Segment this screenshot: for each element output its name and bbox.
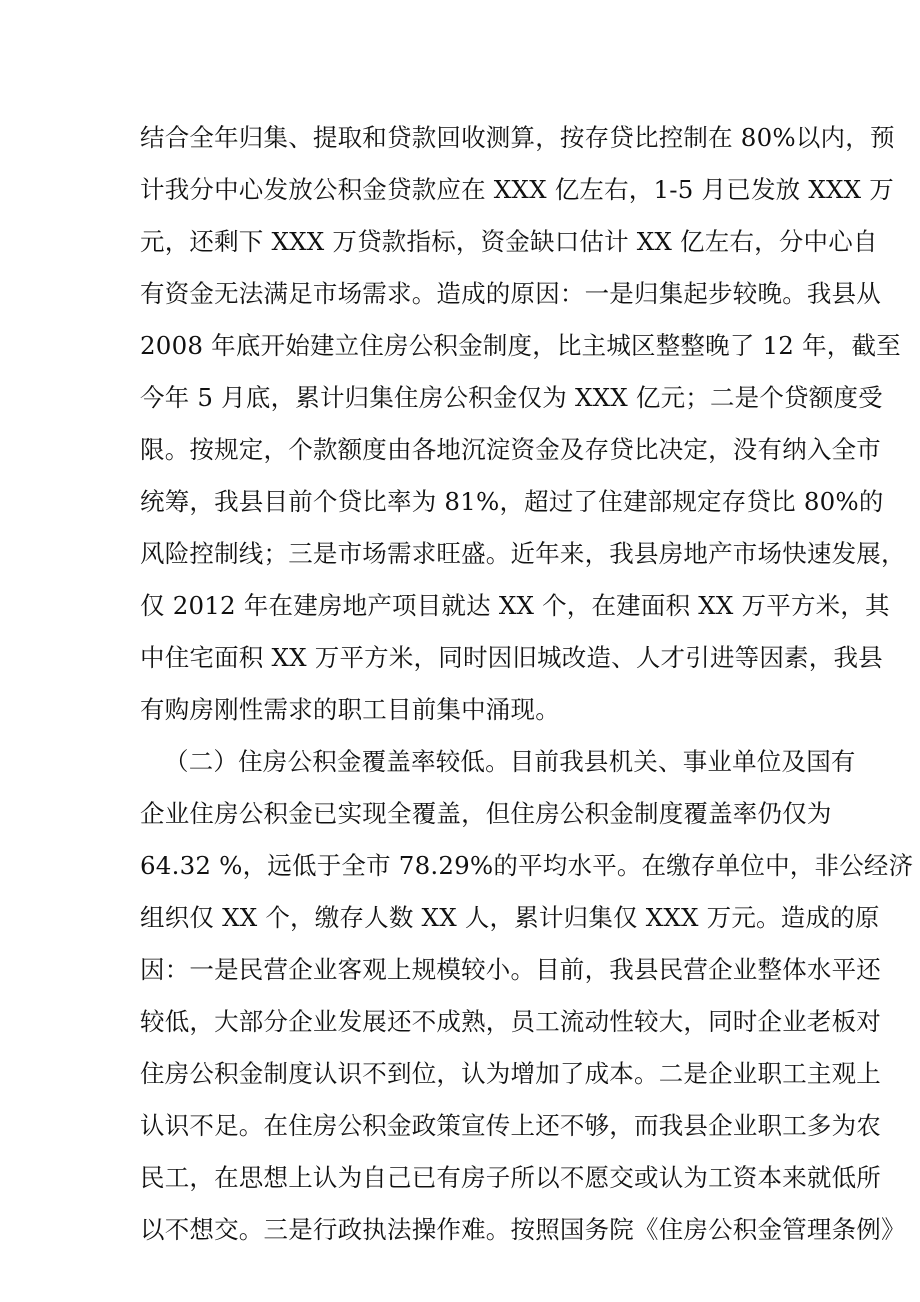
text-line-6: 今年 5 月底，累计归集住房公积金仅为 XXX 亿元；二是个贷额度受 xyxy=(140,383,883,412)
text-line-7: 限。按规定，个款额度由各地沉淀资金及存贷比决定，没有纳入全市 xyxy=(140,435,881,464)
text-line-22: 以不想交。三是行政执法操作难。按照国务院《住房公积金管理条例》 xyxy=(140,1215,906,1244)
text-line-14: 企业住房公积金已实现全覆盖，但住房公积金制度覆盖率仍仅为 xyxy=(140,799,832,828)
text-line-12: 有购房刚性需求的职工目前集中涌现。 xyxy=(140,695,560,724)
text-line-3: 元，还剩下 XXX 万贷款指标，资金缺口估计 XX 亿左右，分中心自 xyxy=(140,227,878,256)
text-line-17: 因：一是民营企业客观上规模较小。目前，我县民营企业整体水平还 xyxy=(140,955,881,984)
text-line-18: 较低，大部分企业发展还不成熟，员工流动性较大，同时企业老板对 xyxy=(140,1007,881,1036)
text-line-5: 2008 年底开始建立住房公积金制度，比主城区整整晚了 12 年，截至 xyxy=(140,331,901,360)
text-line-21: 民工，在思想上认为自己已有房子所以不愿交或认为工资本来就低所 xyxy=(140,1163,881,1192)
text-line-16: 组织仅 XX 个，缴存人数 XX 人，累计归集仅 XXX 万元。造成的原 xyxy=(140,903,880,932)
text-line-1: 结合全年归集、提取和贷款回收测算，按存贷比控制在 80%以内，预 xyxy=(140,123,895,152)
text-line-4: 有资金无法满足市场需求。造成的原因：一是归集起步较晚。我县从 xyxy=(140,279,881,308)
text-line-10: 仅 2012 年在建房地产项目就达 XX 个，在建面积 XX 万平方米，其 xyxy=(140,591,890,620)
text-line-15: 64.32 %，远低于全市 78.29%的平均水平。在缴存单位中，非公经济 xyxy=(140,851,914,880)
text-line-11: 中住宅面积 XX 万平方米，同时因旧城改造、人才引进等因素，我县 xyxy=(140,643,883,672)
text-line-2: 计我分中心发放公积金贷款应在 XXX 亿左右，1-5 月已发放 XXX 万 xyxy=(140,175,894,204)
text-line-19: 住房公积金制度认识不到位，认为增加了成本。二是企业职工主观上 xyxy=(140,1059,881,1088)
text-line-8: 统筹，我县目前个贷比率为 81%，超过了住建部规定存贷比 80%的 xyxy=(140,487,884,516)
text-line-9: 风险控制线；三是市场需求旺盛。近年来，我县房地产市场快速发展， xyxy=(140,539,906,568)
text-line-20: 认识不足。在住房公积金政策宣传上还不够，而我县企业职工多为农 xyxy=(140,1111,881,1140)
section-heading-line: （二）住房公积金覆盖率较低。目前我县机关、事业单位及国有 xyxy=(164,747,856,776)
